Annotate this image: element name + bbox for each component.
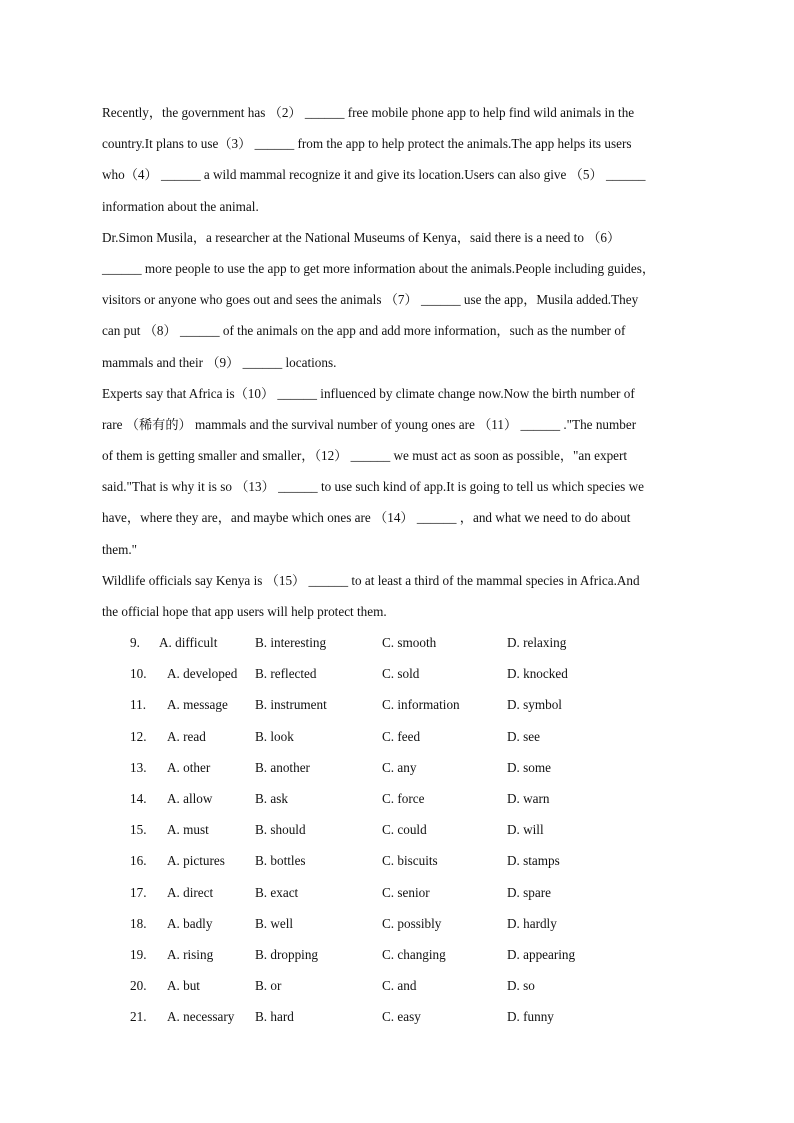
- option-b: B. dropping: [255, 946, 319, 962]
- question-number: 18.: [130, 915, 147, 931]
- option-a: A. direct: [167, 884, 214, 900]
- option-a: A. but: [167, 978, 200, 994]
- option-c: C. changing: [382, 946, 446, 962]
- option-a: A. read: [167, 728, 206, 744]
- option-b: B. interesting: [255, 635, 327, 650]
- question-number: 9.: [130, 635, 140, 650]
- option-d: D. some: [507, 759, 551, 775]
- passage-line: have，where they are，and maybe which ones are （14） ______ ，and what we need to do about: [102, 510, 631, 526]
- question-number: 21.: [130, 1009, 147, 1025]
- question-row: [130, 689, 690, 720]
- option-a: A. badly: [167, 915, 213, 931]
- passage-line: Wildlife officials say Kenya is （15） ______ to at least a third of the mammal species in Africa.And: [102, 572, 640, 588]
- passage-line: can put （8） ______ of the animals on the app and add more information，such as the number of: [102, 323, 626, 339]
- question-row: [130, 814, 690, 845]
- option-d: D. appearing: [507, 946, 576, 962]
- passage-line: the official hope that app users will help protect them.: [102, 604, 387, 619]
- question-number: 16.: [130, 853, 147, 869]
- option-c: C. force: [382, 790, 425, 806]
- passage-line: rare （稀有的） mammals and the survival number of young ones are （11） ______ ."The number: [102, 416, 637, 432]
- question-number: 15.: [130, 822, 147, 838]
- option-a: A. message: [167, 697, 228, 713]
- option-a: A. developed: [167, 666, 238, 682]
- option-b: B. instrument: [255, 697, 327, 713]
- question-number: 14.: [130, 790, 147, 806]
- passage-line: Recently，the government has （2） ______ free mobile phone app to help find wild animals in the: [102, 105, 635, 120]
- option-b: B. exact: [255, 884, 299, 900]
- option-d: D. funny: [507, 1009, 554, 1025]
- passage-line: country.It plans to use（3） ______ from the app to help protect the animals.The app helps its users: [102, 136, 632, 152]
- option-d: D. knocked: [507, 666, 568, 682]
- option-b: B. hard: [255, 1009, 294, 1025]
- option-a: A. rising: [167, 946, 214, 962]
- option-d: D. warn: [507, 790, 550, 806]
- option-b: B. bottles: [255, 853, 306, 869]
- question-row: [130, 658, 690, 689]
- option-b: B. another: [255, 759, 310, 775]
- passage-line: Dr.Simon Musila，a researcher at the National Museums of Kenya，said there is a need to （6）: [102, 229, 621, 245]
- option-c: C. sold: [382, 666, 420, 682]
- option-d: D. so: [507, 978, 535, 994]
- option-a: A. must: [167, 822, 209, 838]
- passage-line: who（4） ______ a wild mammal recognize it and give its location.Users can also give （5） ______: [102, 167, 646, 183]
- option-c: C. feed: [382, 728, 421, 744]
- option-c: C. smooth: [382, 635, 437, 650]
- question-number: 17.: [130, 884, 147, 900]
- option-c: C. biscuits: [382, 853, 438, 869]
- option-a: A. allow: [167, 790, 213, 806]
- option-c: C. easy: [382, 1009, 421, 1025]
- passage-line: of them is getting smaller and smaller，（12） ______ we must act as soon as possible，"an expert: [102, 448, 628, 464]
- option-d: D. spare: [507, 884, 551, 900]
- option-c: C. information: [382, 697, 460, 713]
- option-d: D. symbol: [507, 697, 562, 713]
- option-d: D. relaxing: [507, 635, 567, 650]
- option-b: B. ask: [255, 790, 288, 806]
- passage-line: mammals and their （9） ______ locations.: [102, 354, 337, 370]
- question-row: [130, 721, 690, 752]
- passage-line: them.": [102, 541, 138, 557]
- question-number: 20.: [130, 978, 147, 994]
- option-a: A. other: [167, 759, 211, 775]
- passage-line: ______ more people to use the app to get more information about the animals.People including guides，: [102, 260, 656, 276]
- question-row: [130, 1001, 690, 1032]
- option-c: C. senior: [382, 884, 430, 900]
- answer-options-list: [130, 627, 690, 1032]
- passage-line: information about the animal.: [102, 198, 259, 214]
- question-row: [130, 908, 690, 939]
- option-a: A. pictures: [167, 853, 225, 869]
- question-row: [130, 877, 690, 908]
- question-number: 10.: [130, 666, 147, 682]
- option-b: B. look: [255, 728, 294, 744]
- option-b: B. should: [255, 822, 306, 838]
- option-d: D. hardly: [507, 915, 557, 931]
- option-b: B. reflected: [255, 666, 317, 682]
- question-row: [130, 970, 690, 1001]
- option-c: C. and: [382, 978, 417, 994]
- option-c: C. could: [382, 822, 427, 838]
- option-d: D. see: [507, 728, 540, 744]
- option-c: C. possibly: [382, 915, 442, 931]
- option-b: B. well: [255, 915, 294, 931]
- option-b: B. or: [255, 978, 282, 994]
- question-row: [130, 752, 690, 783]
- option-a: A. necessary: [167, 1009, 235, 1025]
- question-number: 13.: [130, 759, 147, 775]
- question-number: 19.: [130, 946, 147, 962]
- question-row: [130, 845, 690, 876]
- option-d: D. will: [507, 822, 544, 838]
- question-row: [130, 939, 690, 970]
- question-number: 12.: [130, 728, 147, 744]
- option-c: C. any: [382, 759, 417, 775]
- passage-line: said."That is why it is so （13） ______ to use such kind of app.It is going to tell us which species we: [102, 479, 644, 495]
- cloze-passage: [102, 97, 692, 627]
- question-row: [130, 783, 690, 814]
- question-row: [130, 627, 690, 658]
- passage-line: Experts say that Africa is（10） ______ influenced by climate change now.Now the birth number of: [102, 385, 635, 401]
- question-number: 11.: [130, 697, 146, 713]
- option-a: A. difficult: [159, 635, 218, 650]
- option-d: D. stamps: [507, 853, 560, 869]
- passage-line: visitors or anyone who goes out and sees the animals （7） ______ use the app，Musila added.They: [102, 292, 639, 308]
